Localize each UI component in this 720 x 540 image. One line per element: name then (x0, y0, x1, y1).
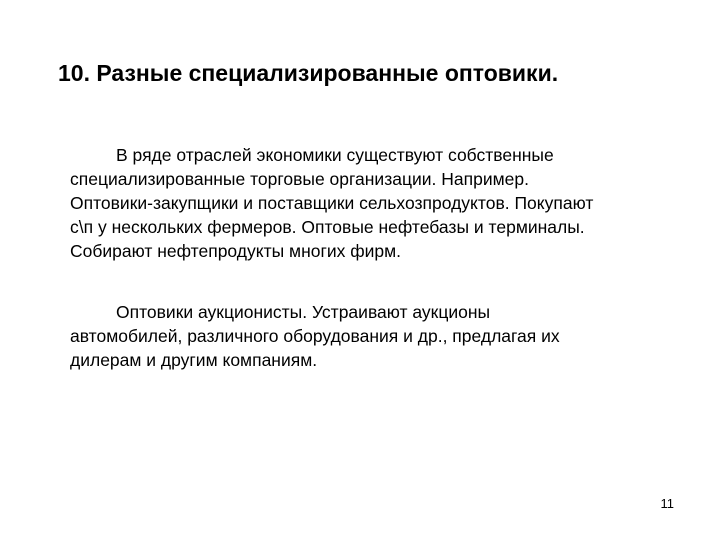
paragraph-line: В ряде отраслей экономики существуют собственные (116, 145, 554, 165)
slide-title: 10. Разные специализированные оптовики. (58, 60, 559, 86)
paragraph-line: Оптовики-закупщики и поставщики сельхозпродуктов. Покупают (70, 193, 594, 213)
paragraph-line: дилерам и другим компаниям. (70, 350, 318, 370)
paragraph-line: с\п у нескольких фермеров. Оптовые нефтебазы и терминалы. (70, 217, 585, 237)
paragraph-line: Собирают нефтепродукты многих фирм. (70, 241, 402, 261)
paragraph-line: Оптовики аукционисты. Устраивают аукционы (116, 302, 491, 322)
paragraph-line: специализированные торговые организации. Например. (70, 169, 529, 189)
paragraph-auctioneers (70, 300, 690, 372)
paragraph-line: автомобилей, различного оборудования и др., предлагая их (70, 326, 560, 346)
paragraph-wholesalers (70, 143, 690, 263)
page-number: 11 (660, 496, 674, 511)
